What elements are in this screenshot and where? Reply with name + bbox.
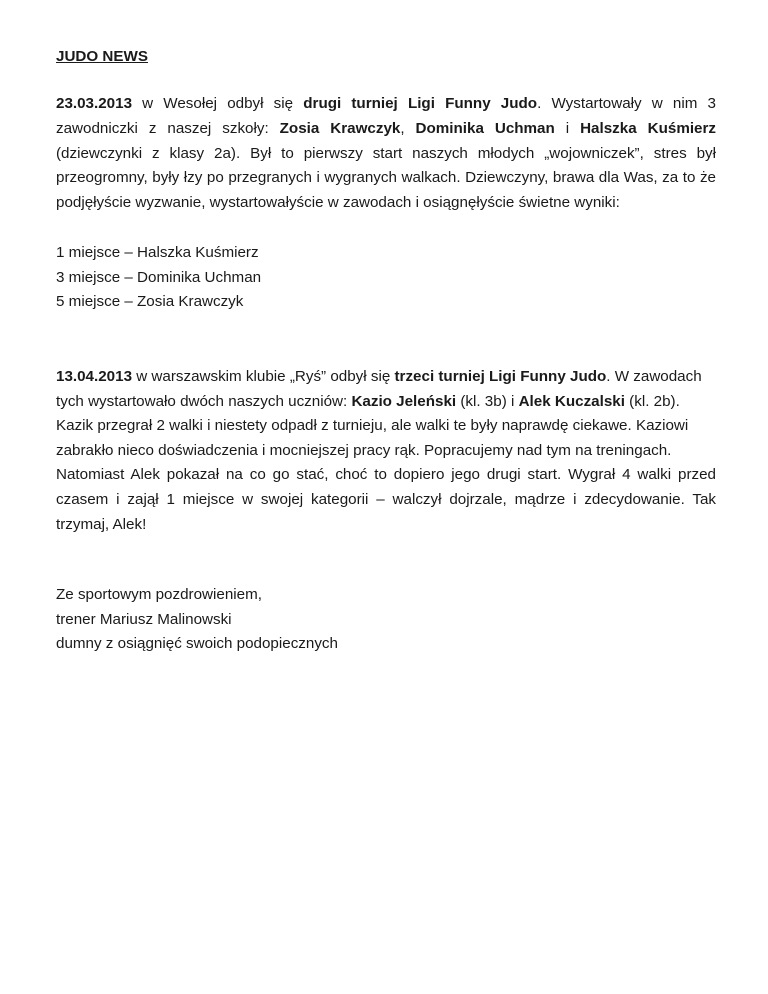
- paragraph-second-tournament: [56, 365, 716, 463]
- athlete-name: Halszka Kuśmierz: [580, 119, 716, 137]
- athlete-name: Zosia Krawczyk: [279, 119, 401, 137]
- document-title: JUDO NEWS: [56, 48, 148, 65]
- text-fragment: (kl. 3b) i: [456, 392, 519, 410]
- text-line: zabrakło nieco doświadczenia i mocniejszej pracy rąk. Popracujemy nad tym na treningach.: [56, 441, 672, 459]
- date-first-tournament: 23.03.2013: [56, 95, 133, 112]
- text-fragment: . W zawodach: [606, 368, 702, 385]
- paragraph-first-tournament: [56, 92, 716, 216]
- text-fragment: ,: [400, 119, 416, 137]
- signature-line: trener Mariusz Malinowski: [56, 610, 232, 628]
- result-item: 1 miejsce – Halszka Kuśmierz: [56, 244, 259, 261]
- text-fragment: (dziewczynki z klasy 2a). Był to pierwszy start naszych młodych „wojowniczek”, stres był przeogromny, były łzy po przegranych i wygranych walkach. Dziewczyny, brawa dla Was, za to że podjęłyście wyzwanie, wystartowałyście w zawodach i osiągnęłyście świetne wyniki:: [56, 144, 716, 212]
- athlete-name: Kazio Jeleński: [351, 392, 457, 410]
- signature-line: dumny z osiągnięć swoich podopiecznych: [56, 635, 338, 652]
- text-line: [56, 390, 716, 415]
- text-fragment: tych wystartowało dwóch naszych uczniów:: [56, 392, 352, 410]
- text-fragment: w Wesołej odbył się: [132, 95, 304, 112]
- text-line: [56, 365, 716, 390]
- date-second-tournament: 13.04.2013: [56, 368, 133, 385]
- signature-block: [56, 583, 716, 657]
- text-line: Kazik przegrał 2 walki i niestety odpadł z turnieju, ale walki te były naprawdę ciekawe. Kaziowi: [56, 417, 689, 434]
- text-fragment: i: [554, 119, 581, 137]
- athlete-name: Alek Kuczalski: [518, 392, 625, 410]
- result-item: 3 miejsce – Dominika Uchman: [56, 268, 262, 286]
- result-item: 5 miejsce – Zosia Krawczyk: [56, 293, 244, 310]
- athlete-name: Dominika Uchman: [415, 119, 555, 137]
- text-fragment: w warszawskim klubie „Ryś” odbył się: [132, 368, 395, 385]
- signature-line: Ze sportowym pozdrowieniem,: [56, 586, 262, 603]
- text-fragment: (kl. 2b).: [624, 392, 680, 410]
- event-name: drugi turniej Ligi Funny Judo: [303, 95, 538, 112]
- event-name: trzeci turniej Ligi Funny Judo: [394, 368, 607, 385]
- results-list: [56, 241, 716, 315]
- paragraph-alek: Natomiast Alek pokazał na co go stać, choć to dopiero jego drugi start. Wygrał 4 walki przed czasem i zajął 1 miejsce w swojej kategorii – walczył dojrzale, mądrze i zdecydowanie. Tak trzymaj, Alek!: [56, 466, 716, 533]
- text-fragment: . Wystartowały w nim 3 zawodniczki z naszej szkoły:: [56, 95, 716, 137]
